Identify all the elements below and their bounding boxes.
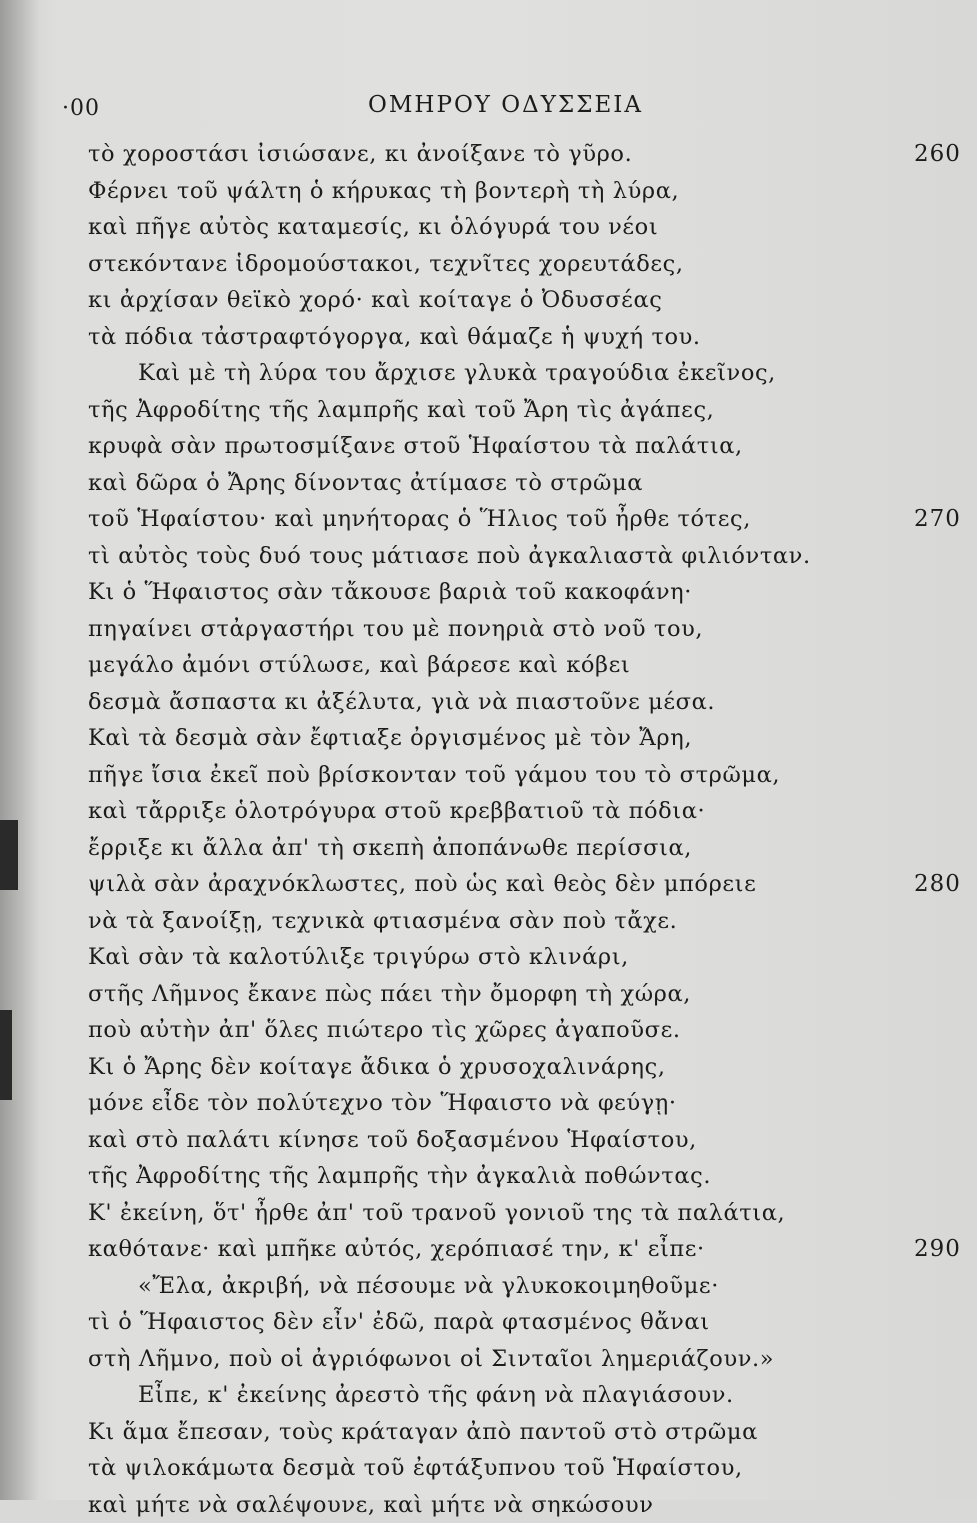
- verse-line: [88, 392, 968, 429]
- verse-line: [88, 1450, 968, 1487]
- verse-line: [88, 319, 968, 356]
- verse-text: καὶ τἄρριξε ὁλοτρόγυρα στοῦ κρεββατιοῦ τὰ πόδια·: [88, 798, 705, 824]
- verse-line: [88, 939, 968, 976]
- verse-text: τὰ ψιλοκάμωτα δεσμὰ τοῦ ἐφτάξυπνου τοῦ Ἡφαίστου,: [88, 1455, 743, 1481]
- verse-line: [88, 611, 968, 648]
- verse-text: Εἶπε, κ' ἐκείνης ἀρεστὸ τῆς φάνη νὰ πλαγιάσουν.: [88, 1382, 734, 1408]
- verse-text: Κι ἅμα ἔπεσαν, τοὺς κράταγαν ἀπὸ παντοῦ στὸ στρῶμα: [88, 1419, 758, 1445]
- verse-text: μόνε εἶδε τὸν πολύτεχνο τὸν Ἥφαιστο νὰ φεύγῃ·: [88, 1090, 677, 1116]
- verse-line: [88, 1341, 968, 1378]
- line-number: 270: [914, 501, 961, 538]
- verse-text: πηγαίνει στἀργαστήρι του μὲ πονηριὰ στὸ νοῦ του,: [88, 616, 703, 642]
- verse-text: τὶ ὁ Ἥφαιστος δὲν εἶν' ἐδῶ, παρὰ φτασμένος θἄναι: [88, 1309, 710, 1335]
- verse-text: τὶ αὐτὸς τοὺς δυό τους μάτιασε ποὺ ἀγκαλιαστὰ φιλιόνταν.: [88, 543, 811, 569]
- verse-text: καθότανε· καὶ μπῆκε αὐτός, χερόπιασέ την, κ' εἶπε·: [88, 1236, 705, 1262]
- verse-text: ψιλὰ σὰν ἀραχνόκλωστες, ποὺ ὡς καὶ θεὸς δὲν μπόρειε: [88, 871, 756, 897]
- running-head: ΟΜΗΡΟΥ ΟΔΥΣΣΕΙΑ: [368, 92, 643, 118]
- poem-body: [88, 136, 968, 1523]
- verse-text: ποὺ αὐτὴν ἀπ' ὅλες πιώτερο τὶς χῶρες ἀγαποῦσε.: [88, 1017, 681, 1043]
- verse-line: [88, 647, 968, 684]
- verse-text: Καὶ σὰν τὰ καλοτύλιξε τριγύρω στὸ κλινάρι,: [88, 944, 629, 970]
- verse-text: πῆγε ἴσια ἐκεῖ ποὺ βρίσκονταν τοῦ γάμου του τὸ στρῶμα,: [88, 762, 780, 788]
- verse-line: [88, 282, 968, 319]
- verse-text: στὴ Λῆμνο, ποὺ οἱ ἀγριόφωνοι οἱ Σινταῖοι λημεριάζουν.»: [88, 1346, 774, 1372]
- verse-text: στεκόντανε ἱδρομούστακοι, τεχνῖτες χορευτάδες,: [88, 251, 684, 277]
- line-number: 290: [914, 1231, 961, 1268]
- verse-line: [88, 866, 968, 903]
- verse-line: [88, 1085, 968, 1122]
- verse-line: [88, 538, 968, 575]
- verse-line: [88, 209, 968, 246]
- verse-line: [88, 903, 968, 940]
- verse-text: καὶ στὸ παλάτι κίνησε τοῦ δοξασμένου Ἡφαίστου,: [88, 1127, 697, 1153]
- spine-shadow: [0, 0, 40, 1500]
- page-number: ·00: [62, 96, 100, 121]
- verse-text: τὰ πόδια τἀστραφτόγοργα, καὶ θάμαζε ἡ ψυχή του.: [88, 324, 701, 350]
- verse-text: «Ἔλα, ἀκριβή, νὰ πέσουμε νὰ γλυκοκοιμηθοῦμε·: [88, 1273, 719, 1299]
- verse-text: ἔρριξε κι ἄλλα ἀπ' τὴ σκεπὴ ἀποπάνωθε περίσσια,: [88, 835, 692, 861]
- verse-line: [88, 1268, 968, 1305]
- verse-line: [88, 1377, 968, 1414]
- verse-line: [88, 355, 968, 392]
- verse-text: καὶ δῶρα ὁ Ἄρης δίνοντας ἀτίμασε τὸ στρῶμα: [88, 470, 643, 496]
- verse-text: τὸ χοροστάσι ἰσιώσανε, κι ἀνοίξανε τὸ γῦρο.: [88, 141, 632, 167]
- verse-line: [88, 1012, 968, 1049]
- verse-text: Κι ὁ Ἄρης δὲν κοίταγε ἄδικα ὁ χρυσοχαλινάρης,: [88, 1054, 666, 1080]
- verse-line: [88, 1195, 968, 1232]
- verse-text: καὶ μήτε νὰ σαλέψουνε, καὶ μήτε νὰ σηκώσουν: [88, 1492, 654, 1518]
- verse-text: Καὶ τὰ δεσμὰ σὰν ἔφτιαξε ὀργισμένος μὲ τὸν Ἄρη,: [88, 725, 692, 751]
- verse-line: [88, 976, 968, 1013]
- verse-line: [88, 1414, 968, 1451]
- verse-line: [88, 757, 968, 794]
- verse-text: Κι ὁ Ἥφαιστος σὰν τἄκουσε βαριὰ τοῦ κακοφάνη·: [88, 579, 692, 605]
- verse-line: [88, 1158, 968, 1195]
- verse-line: [88, 720, 968, 757]
- verse-text: δεσμὰ ἄσπαστα κι ἀξέλυτα, γιὰ νὰ πιαστοῦνε μέσα.: [88, 689, 715, 715]
- verse-line: [88, 1049, 968, 1086]
- line-number: 280: [914, 866, 961, 903]
- verse-text: τῆς Ἀφροδίτης τῆς λαμπρῆς καὶ τοῦ Ἄρη τὶς ἀγάπες,: [88, 397, 714, 423]
- verse-text: κι ἀρχίσαν θεϊκὸ χορό· καὶ κοίταγε ὁ Ὀδυσσέας: [88, 287, 662, 313]
- verse-text: Καὶ μὲ τὴ λύρα του ἄρχισε γλυκὰ τραγούδια ἐκεῖνος,: [88, 360, 776, 386]
- verse-text: Κ' ἐκείνη, ὅτ' ἦρθε ἀπ' τοῦ τρανοῦ γονιοῦ της τὰ παλάτια,: [88, 1200, 785, 1226]
- verse-line: [88, 1304, 968, 1341]
- page-edge-damage: [0, 1010, 12, 1100]
- verse-line: [88, 173, 968, 210]
- verse-line: [88, 1487, 968, 1523]
- verse-text: στῆς Λῆμνος ἔκανε πὼς πάει τὴν ὄμορφη τὴ χώρα,: [88, 981, 691, 1007]
- verse-text: Φέρνει τοῦ ψάλτη ὁ κήρυκας τὴ βοντερὴ τὴ λύρα,: [88, 178, 679, 204]
- verse-line: [88, 684, 968, 721]
- verse-line: [88, 246, 968, 283]
- verse-text: καὶ πῆγε αὐτὸς καταμεσίς, κι ὁλόγυρά του νέοι: [88, 214, 658, 240]
- verse-line: [88, 428, 968, 465]
- line-number: 260: [914, 136, 961, 173]
- verse-line: [88, 501, 968, 538]
- verse-line: [88, 793, 968, 830]
- verse-text: νὰ τὰ ξανοίξῃ, τεχνικὰ φτιασμένα σὰν ποὺ τἄχε.: [88, 908, 677, 934]
- verse-line: [88, 465, 968, 502]
- verse-line: [88, 136, 968, 173]
- verse-line: [88, 830, 968, 867]
- verse-text: τοῦ Ἡφαίστου· καὶ μηνήτορας ὁ Ἥλιος τοῦ ἦρθε τότες,: [88, 506, 751, 532]
- page-edge-damage: [0, 820, 18, 890]
- verse-text: κρυφὰ σὰν πρωτοσμίξανε στοῦ Ἡφαίστου τὰ παλάτια,: [88, 433, 743, 459]
- verse-text: μεγάλο ἀμόνι στύλωσε, καὶ βάρεσε καὶ κόβει: [88, 652, 630, 678]
- verse-line: [88, 1231, 968, 1268]
- verse-line: [88, 1122, 968, 1159]
- verse-text: τῆς Ἀφροδίτης τῆς λαμπρῆς τὴν ἀγκαλιὰ ποθώντας.: [88, 1163, 711, 1189]
- verse-line: [88, 574, 968, 611]
